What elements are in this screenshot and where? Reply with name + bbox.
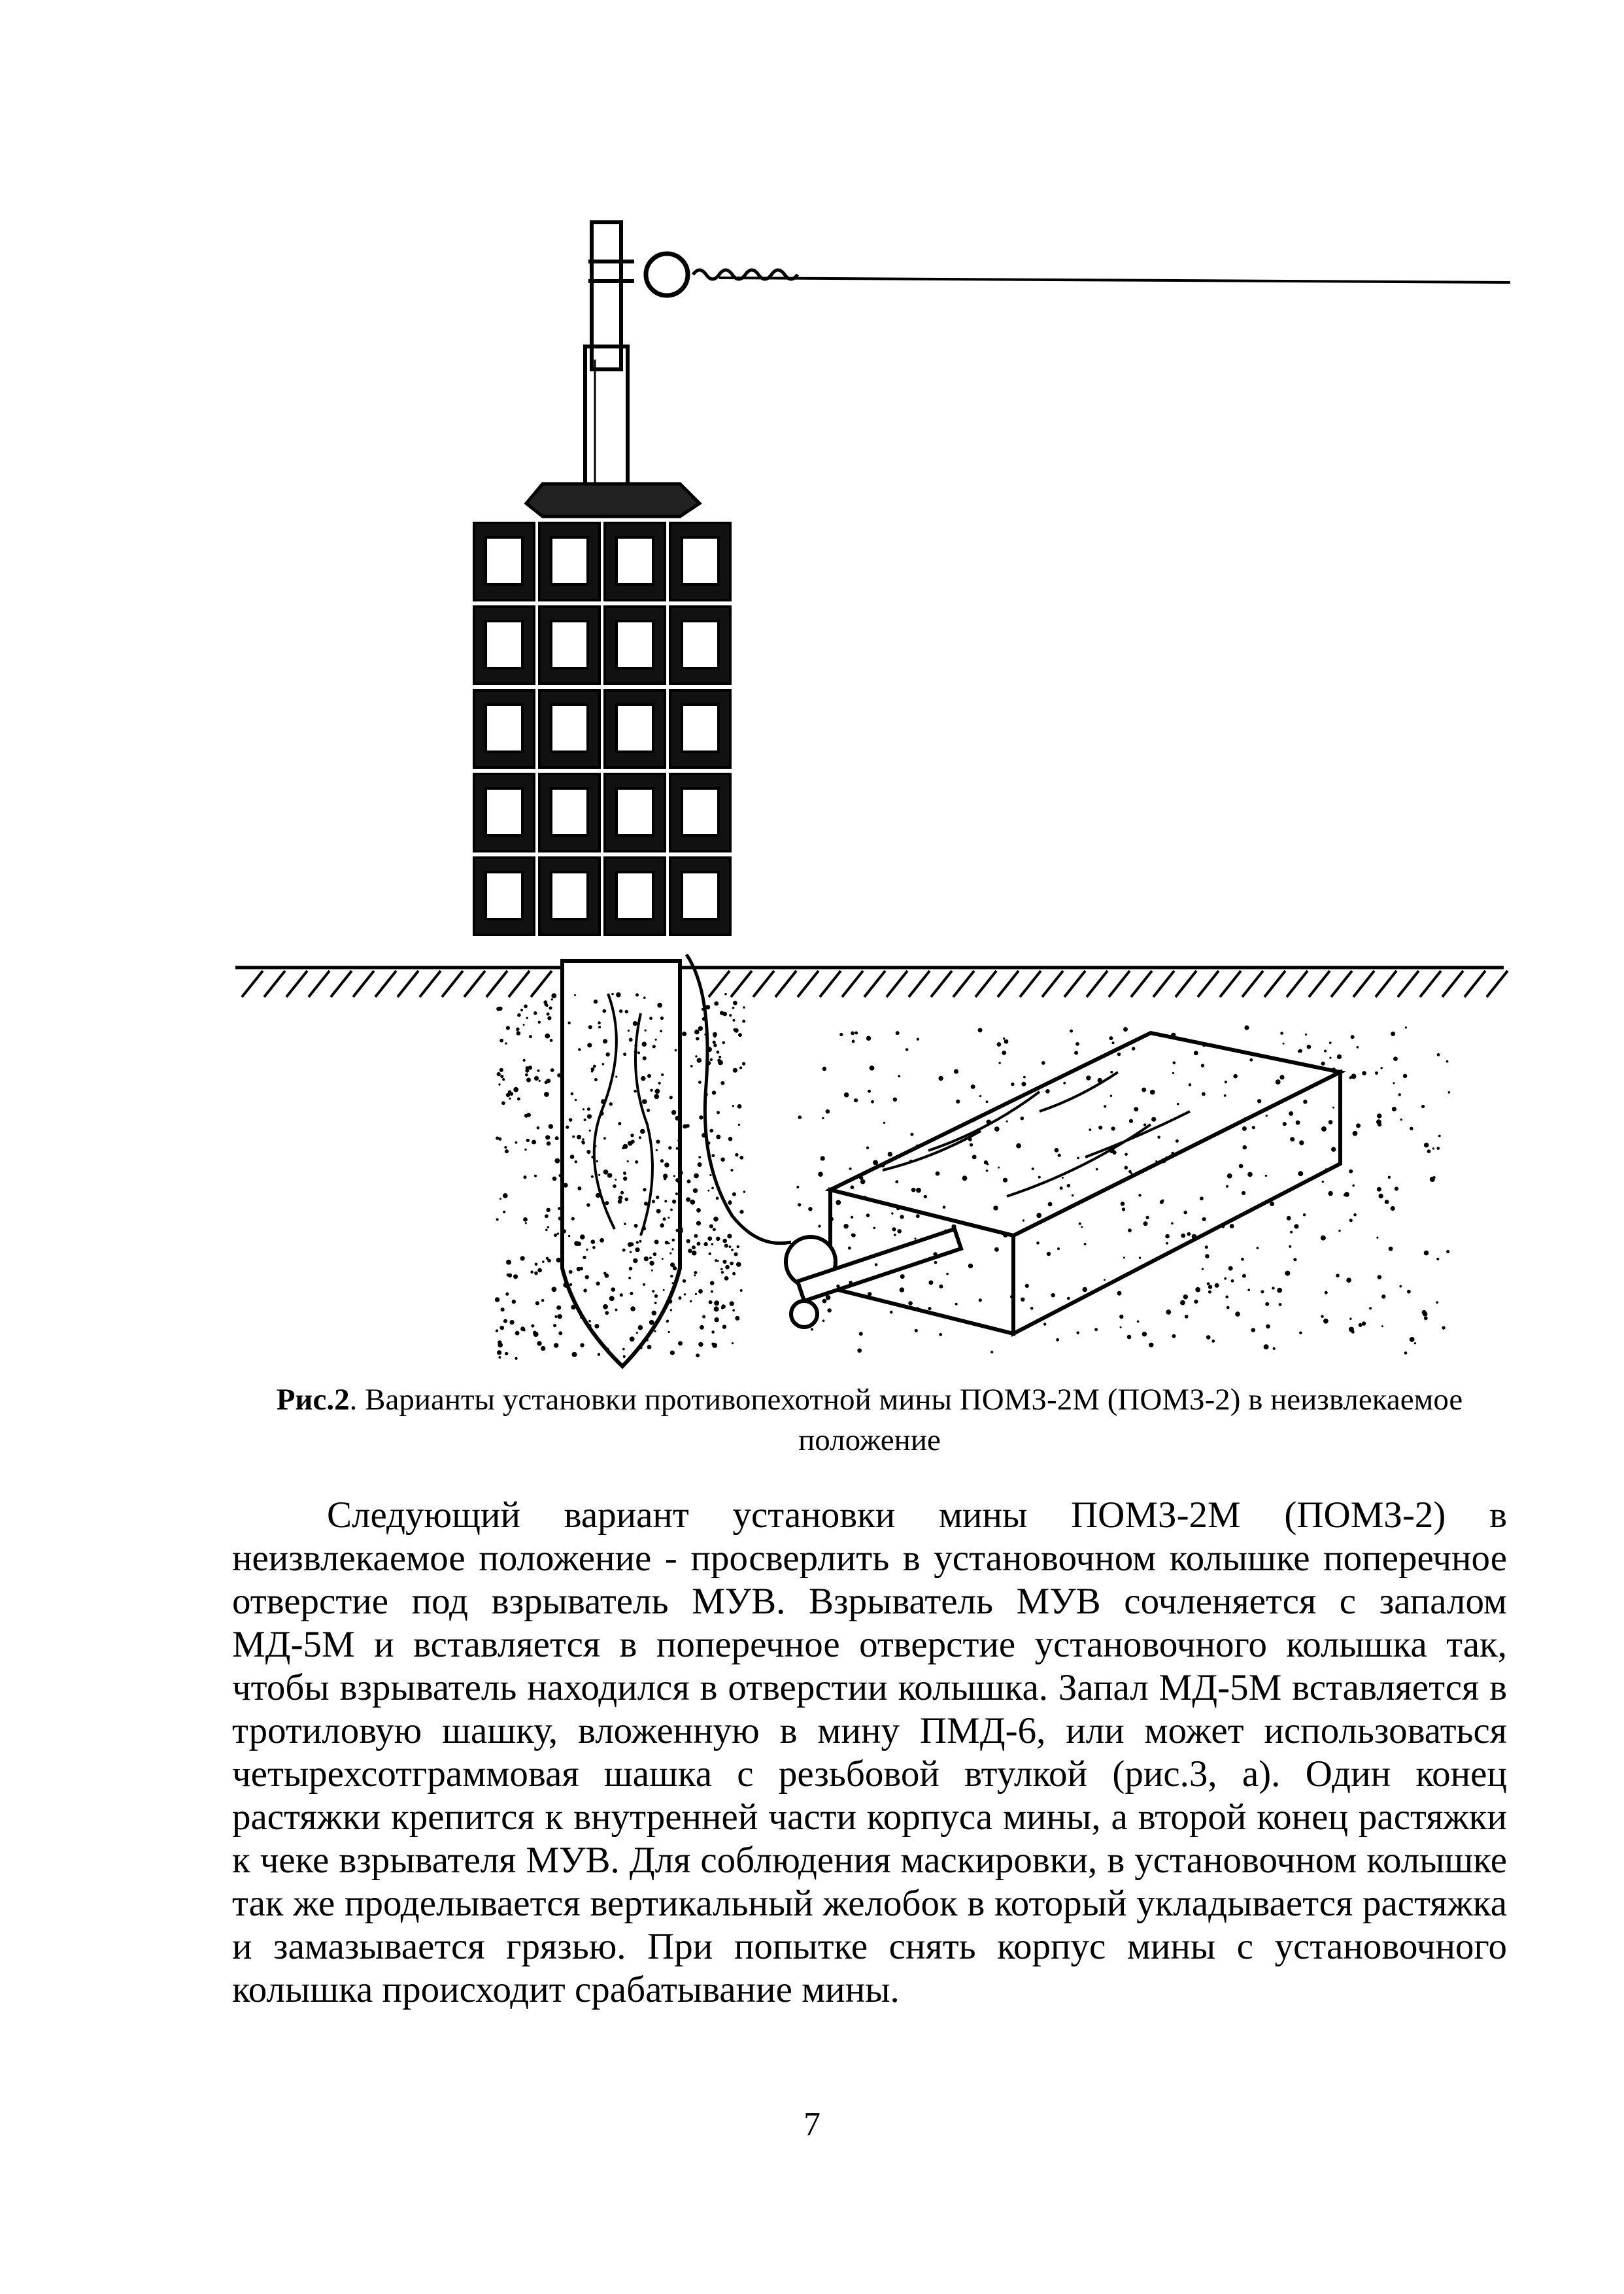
wooden-stake bbox=[562, 961, 680, 1366]
tripwire-line bbox=[719, 278, 1510, 282]
caption-text: . Варианты установки противопехотной мины ПОМЗ-2М (ПОМЗ-2) в неизвлекаемое положение bbox=[349, 1383, 1463, 1457]
caption-label: Рис.2 bbox=[276, 1383, 350, 1417]
paragraph: Следующий вариант установки мины ПОМЗ-2М (ПОМЗ-2) в неизвлекаемое положение - просверлить в установочном колышке поперечное отверстие под взрыватель МУВ. Взрыватель МУВ сочленяется с запалом МД-5М и вставляется в поперечное отверстие установочного колышка так, чтобы взрыватель находился в отверстии колышка. Запал МД-5М вставляется в тротиловую шашку, вложенную в мину ПМД-6, или может использоваться четырехсотграммовая шашка с резьбовой втулкой (рис.3, а). Один конец растяжки крепится к внутренней части корпуса мины, а второй конец растяжки к чеке взрывателя МУВ. Для соблюдения маскировки, в установочном колышке так же проделывается вертикальный желобок в который укладывается растяжка и замазывается грязью. При попытке снять корпус мины с установочного колышка происходит срабатывание мины. bbox=[232, 1494, 1507, 2010]
page-number: 7 bbox=[804, 2106, 820, 2143]
mine-illustration bbox=[222, 209, 1530, 1373]
mine-cap bbox=[526, 484, 700, 516]
mine-body bbox=[474, 523, 730, 935]
ground-line bbox=[235, 968, 1508, 997]
explosive-charge bbox=[786, 1033, 1340, 1334]
figure-caption bbox=[229, 1379, 1510, 1460]
body-text bbox=[232, 1494, 1507, 2012]
tripwire-ring bbox=[646, 254, 688, 295]
tripwire-to-charge bbox=[686, 954, 791, 1243]
